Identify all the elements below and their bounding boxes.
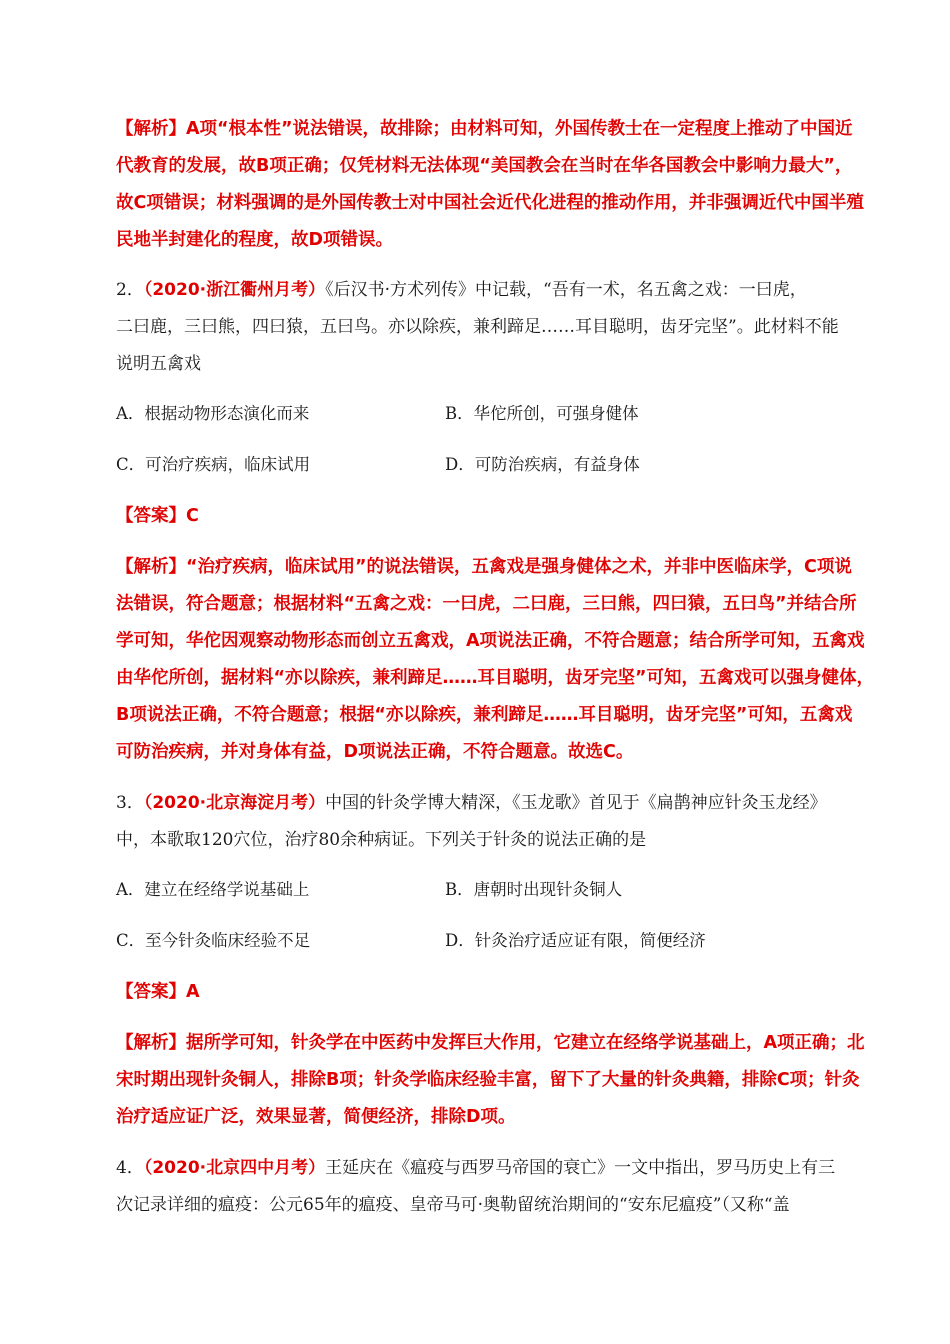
q3-number: 3．	[116, 793, 144, 813]
q3-stem-line-1	[116, 792, 827, 814]
q4-stem-line: 次记录详细的瘟疫：公元65年的瘟疫、皇帝马可·奥勒留统治期间的“安东尼瘟疫”（又称“盖	[116, 1195, 790, 1215]
q3-stem-line: 中，本歌取120穴位，治疗80余种病证。下列关于针灸的说法正确的是	[116, 830, 647, 850]
q2-explanation-line: 【解析】“治疗疾病，临床试用”的说法错误，五禽戏是强身健体之术，并非中医临床学，C项说	[116, 557, 852, 577]
q2-stem-line-1	[116, 279, 807, 301]
q4-source: （2020·北京四中月考）	[143, 1158, 326, 1178]
q3-source: （2020·北京海淀月考）	[143, 793, 326, 813]
q2-option-d: D．可防治疾病，有益身体	[445, 455, 640, 474]
q3-explanation-line: 宋时期出现针灸铜人，排除B项；针灸学临床经验丰富，留下了大量的针灸典籍，排除C项；针灸	[116, 1070, 860, 1090]
q3-answer: 【答案】A	[116, 982, 200, 1002]
q2-explanation-line: 可防治疾病，并对身体有益，D项说法正确，不符合题意。故选C。	[116, 742, 634, 762]
q2-explanation-line: 由华佗所创，据材料“亦以除疾，兼利蹄足……耳目聪明，齿牙完坚”可知，五禽戏可以强身健体，	[116, 668, 874, 688]
q3-option-b: B．唐朝时出现针灸铜人	[445, 880, 623, 899]
q3-option-a: A．建立在经络学说基础上	[116, 880, 310, 899]
q3-explanation-line: 【解析】据所学可知，针灸学在中医药中发挥巨大作用，它建立在经络学说基础上，A项正确；北	[116, 1033, 865, 1053]
q2-explanation-line: B项说法正确，不符合题意；根据“亦以除疾，兼利蹄足……耳目聪明，齿牙完坚”可知，五禽戏	[116, 705, 853, 725]
q2-stem-line: 二曰鹿，三曰熊，四曰猿，五曰鸟。亦以除疾，兼利蹄足……耳目聪明，齿牙完坚”。此材料不能	[116, 317, 839, 337]
q4-number: 4．	[116, 1158, 144, 1178]
q4-stem-text: 王延庆在《瘟疫与西罗马帝国的衰亡》一文中指出，罗马历史上有三	[325, 1158, 836, 1178]
q2-source: （2020·浙江衢州月考）	[143, 280, 326, 300]
q1-explanation-line: 【解析】A项“根本性”说法错误，故排除；由材料可知，外国传教士在一定程度上推动了中国近	[116, 119, 853, 139]
q3-option-d: D．针灸治疗适应证有限，简便经济	[445, 931, 706, 950]
q2-option-c: C．可治疗疾病，临床试用	[116, 455, 311, 474]
q2-option-b: B．华佗所创，可强身健体	[445, 404, 639, 423]
q2-explanation-line: 法错误，符合题意；根据材料“五禽之戏：一曰虎，二曰鹿，三曰熊，四曰猿，五曰鸟”并结合所	[116, 594, 857, 614]
q2-option-a: A．根据动物形态演化而来	[116, 404, 310, 423]
q3-option-c: C．至今针灸临床经验不足	[116, 931, 311, 950]
q2-answer: 【答案】C	[116, 506, 199, 526]
q3-stem-text: 中国的针灸学博大精深，《玉龙歌》首见于《扁鹊神应针灸玉龙经》	[325, 793, 827, 813]
q1-explanation-line: 民地半封建化的程度，故D项错误。	[116, 230, 394, 250]
q1-explanation-line: 故C项错误；材料强调的是外国传教士对中国社会近代化进程的推动作用，并非强调近代中国半殖	[116, 193, 864, 213]
q2-explanation-line: 学可知，华佗因观察动物形态而创立五禽戏，A项说法正确，不符合题意；结合所学可知，五禽戏	[116, 631, 865, 651]
q4-stem-line-1	[116, 1157, 835, 1179]
q2-stem-line: 说明五禽戏	[116, 354, 201, 374]
q2-stem-text: 《后汉书·方术列传》中记载，“吾有一术，名五禽之戏：一曰虎，	[325, 280, 807, 300]
q1-explanation-line: 代教育的发展，故B项正确；仅凭材料无法体现“美国教会在当时在华各国教会中影响力最大”，	[116, 156, 853, 176]
q3-explanation-line: 治疗适应证广泛，效果显著，简便经济，排除D项。	[116, 1107, 516, 1127]
q2-number: 2．	[116, 280, 144, 300]
